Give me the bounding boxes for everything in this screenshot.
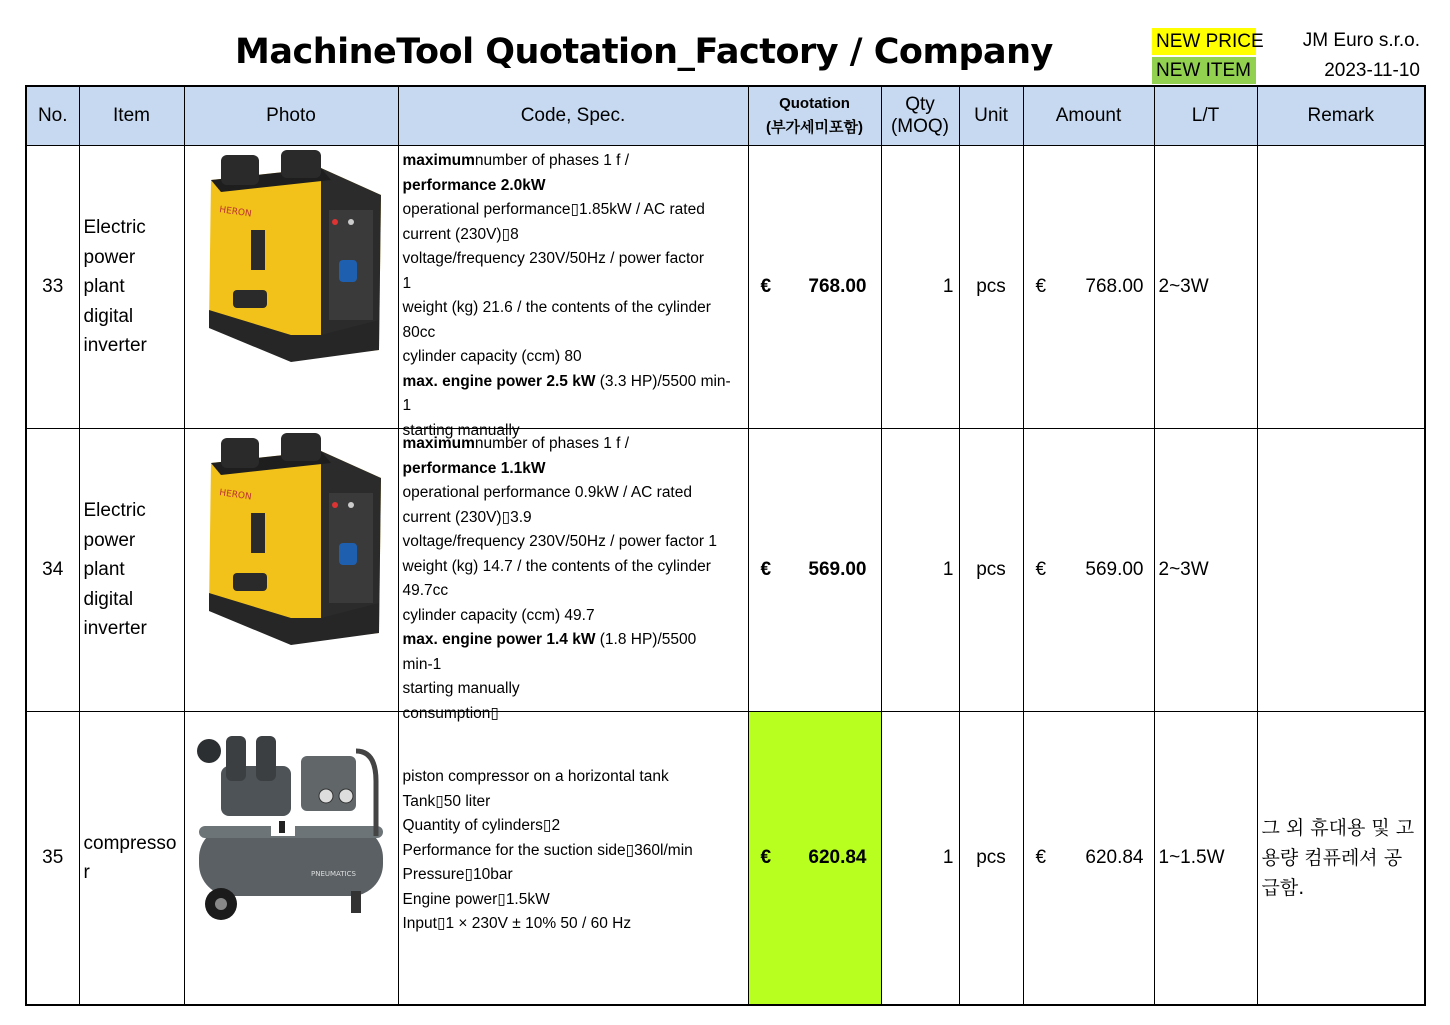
- spec-line: [403, 394, 744, 419]
- col-header-item: Item: [79, 86, 184, 146]
- item-name-line: compresso: [83, 832, 177, 854]
- spec-line: [403, 321, 744, 346]
- spec-line: [403, 223, 744, 248]
- remark-line: 급함.: [1261, 877, 1305, 899]
- quotation-price: [748, 429, 881, 712]
- spec-line-text: number of phases 1 f /: [474, 152, 630, 169]
- quantity: 1: [881, 146, 959, 429]
- col-header-qty-line1: Qty: [905, 94, 935, 115]
- row-number: 33: [26, 146, 79, 429]
- quotation-value: 768.00: [808, 276, 867, 297]
- item-spec: [398, 429, 748, 722]
- lead-time: 2~3W: [1154, 429, 1257, 712]
- spec-line-text: 1: [402, 397, 412, 414]
- col-header-spec: Code, Spec.: [398, 86, 748, 146]
- item-name: [79, 146, 184, 429]
- svg-text:PNEUMATICS: PNEUMATICS: [311, 870, 356, 878]
- item-name-line: Electric: [83, 500, 146, 522]
- spec-line-text: cylinder capacity (ccm) 49.7: [402, 606, 595, 624]
- item-name-line: Electric: [83, 217, 146, 239]
- spec-line-text: Engine power▯1.5kW: [402, 890, 550, 908]
- spec-line-bold: performance 1.1kW: [402, 459, 546, 477]
- spec-line: [403, 677, 744, 702]
- spec-line-text: Quantity of cylinders▯2: [402, 817, 561, 835]
- svg-text:HERON: HERON: [218, 488, 253, 503]
- lead-time: 1~1.5W: [1154, 712, 1257, 1006]
- unit: pcs: [959, 429, 1023, 712]
- spec-line: [403, 863, 744, 888]
- spec-line-bold: performance 2.0kW: [402, 176, 546, 194]
- quotation-date: 2023-11-10: [1324, 60, 1420, 81]
- company-name: JM Euro s.r.o.: [1302, 30, 1420, 51]
- item-name-line: power: [83, 246, 136, 268]
- quotation-value: 620.84: [808, 847, 867, 868]
- row-number: 34: [26, 429, 79, 712]
- item-spec: [398, 712, 748, 1006]
- lead-time: 2~3W: [1154, 146, 1257, 429]
- legend-new-price: NEW PRICE: [1152, 28, 1256, 55]
- spec-line-text: Pressure▯10bar: [402, 866, 513, 884]
- spec-line: [403, 272, 744, 297]
- col-header-quotation-line1: Quotation: [779, 95, 850, 112]
- remark: [1257, 429, 1425, 712]
- item-name-line: inverter: [83, 335, 147, 357]
- spec-line: [403, 790, 744, 815]
- spec-line: [403, 765, 744, 790]
- euro-sign: €: [760, 847, 772, 868]
- amount-value: 620.84: [1085, 847, 1144, 868]
- col-header-quotation: [748, 86, 881, 146]
- euro-sign: €: [760, 559, 772, 580]
- inverter-generator-image: [191, 150, 391, 365]
- spec-line: [403, 198, 744, 223]
- spec-line-text: 49.7cc: [402, 582, 449, 599]
- amount-value: 569.00: [1085, 559, 1144, 580]
- col-header-unit: Unit: [959, 86, 1023, 146]
- table-header-row: [26, 86, 1425, 146]
- air-compressor-image: [191, 726, 391, 926]
- col-header-remark: Remark: [1257, 86, 1425, 146]
- amount-value: 768.00: [1085, 276, 1144, 297]
- table-row: [26, 712, 1425, 1006]
- item-photo: [184, 146, 398, 429]
- col-header-amount: Amount: [1023, 86, 1154, 146]
- col-header-photo: Photo: [184, 86, 398, 146]
- remark: [1257, 712, 1425, 1006]
- spec-line: [403, 912, 744, 937]
- spec-line: [403, 506, 744, 531]
- spec-line-text: operational performance 0.9kW / AC rated: [402, 484, 692, 501]
- spec-line-bold: maximum: [402, 152, 475, 169]
- spec-line-text: weight (kg) 21.6 / the contents of the cylinder: [402, 299, 711, 316]
- spec-line-text: piston compressor on a horizontal tank: [402, 768, 669, 786]
- spec-line-text: voltage/frequency 230V/50Hz / power factor: [402, 250, 705, 267]
- unit: pcs: [959, 712, 1023, 1006]
- spec-line-text: min-1: [402, 655, 442, 673]
- item-name-line: plant: [83, 276, 125, 298]
- item-name-line: digital: [83, 305, 134, 327]
- spec-line: [403, 839, 744, 864]
- spec-line-bold: max. engine power 2.5 kW: [402, 372, 596, 390]
- spec-line-text: (3.3 HP)/5500 min-: [595, 372, 731, 390]
- item-name: [79, 429, 184, 712]
- inverter-generator-image: [191, 433, 391, 648]
- spec-line: [403, 555, 744, 580]
- spec-line: [403, 457, 744, 482]
- amount: [1023, 712, 1154, 1006]
- col-header-no: No.: [26, 86, 79, 146]
- spec-line-text: consumption▯: [402, 704, 499, 722]
- item-name-line: digital: [83, 588, 134, 610]
- spec-line: [403, 481, 744, 506]
- col-header-lt: L/T: [1154, 86, 1257, 146]
- quotation-table: [25, 85, 1426, 1006]
- remark: [1257, 146, 1425, 429]
- remark-line: 용량 컴퓨레셔 공: [1261, 847, 1403, 869]
- spec-line-bold: max. engine power 1.4 kW: [402, 631, 596, 648]
- spec-line-text: 1: [402, 274, 412, 292]
- spec-line-text: cylinder capacity (ccm) 80: [402, 348, 582, 365]
- spec-line-text: current (230V)▯3.9: [402, 508, 532, 526]
- spec-line-text: Input▯1 × 230V ± 10% 50 / 60 Hz: [402, 915, 632, 933]
- spec-line-text: 80cc: [402, 323, 436, 341]
- spec-line-text: operational performance▯1.85kW / AC rated: [402, 201, 705, 218]
- item-name-line: power: [83, 529, 136, 551]
- quantity: 1: [881, 712, 959, 1006]
- item-photo: [184, 429, 398, 712]
- euro-sign: €: [1035, 276, 1047, 297]
- col-header-qty: [881, 86, 959, 146]
- remark-line: 그 외 휴대용 및 고: [1261, 817, 1415, 839]
- euro-sign: €: [760, 276, 772, 297]
- spec-line-text: starting manually: [402, 680, 520, 697]
- spec-line-text: number of phases 1 f /: [474, 435, 630, 452]
- spec-line: [403, 174, 744, 199]
- col-header-quotation-line2: (부가세미포함): [766, 119, 863, 136]
- document-title: MachineTool Quotation_Factory / Company: [235, 32, 1053, 72]
- spec-line: [403, 579, 744, 604]
- spec-line: [403, 432, 744, 457]
- quotation-value: 569.00: [808, 559, 867, 580]
- euro-sign: €: [1035, 847, 1047, 868]
- unit: pcs: [959, 146, 1023, 429]
- spec-line: [403, 530, 744, 555]
- item-photo: [184, 712, 398, 1006]
- row-number: 35: [26, 712, 79, 1006]
- spec-line: [403, 814, 744, 839]
- spec-line: [403, 888, 744, 913]
- spec-line: [403, 345, 744, 370]
- table-row: [26, 146, 1425, 429]
- item-name: [79, 712, 184, 1006]
- spec-line-text: Tank▯50 liter: [402, 792, 491, 810]
- spec-line-text: weight (kg) 14.7 / the contents of the cylinder: [402, 557, 711, 575]
- spec-line-text: voltage/frequency 230V/50Hz / power factor 1: [402, 533, 717, 550]
- spec-line: [403, 370, 744, 395]
- quotation-price: [748, 712, 881, 1006]
- spec-line-text: starting manually: [402, 421, 520, 439]
- amount: [1023, 429, 1154, 712]
- spec-line: [403, 247, 744, 272]
- spec-line: [403, 628, 744, 653]
- spec-line: [403, 604, 744, 629]
- svg-text:HERON: HERON: [218, 205, 253, 220]
- table-row: [26, 429, 1425, 712]
- amount: [1023, 146, 1154, 429]
- quantity: 1: [881, 429, 959, 712]
- spec-line: [403, 149, 744, 174]
- item-name-line: r: [83, 862, 90, 883]
- spec-line-text: Performance for the suction side▯360l/min: [402, 841, 693, 859]
- spec-line-text: current (230V)▯8: [402, 225, 519, 243]
- spec-line-text: (1.8 HP)/5500: [595, 631, 697, 648]
- quotation-price: [748, 146, 881, 429]
- spec-line: [403, 296, 744, 321]
- spec-line-bold: maximum: [402, 435, 475, 452]
- spec-line: [403, 653, 744, 678]
- euro-sign: €: [1035, 559, 1047, 580]
- legend-new-item: NEW ITEM: [1152, 57, 1256, 84]
- item-name-line: plant: [83, 559, 125, 581]
- item-spec: [398, 146, 748, 439]
- item-name-line: inverter: [83, 618, 147, 640]
- col-header-qty-line2: (MOQ): [890, 116, 950, 137]
